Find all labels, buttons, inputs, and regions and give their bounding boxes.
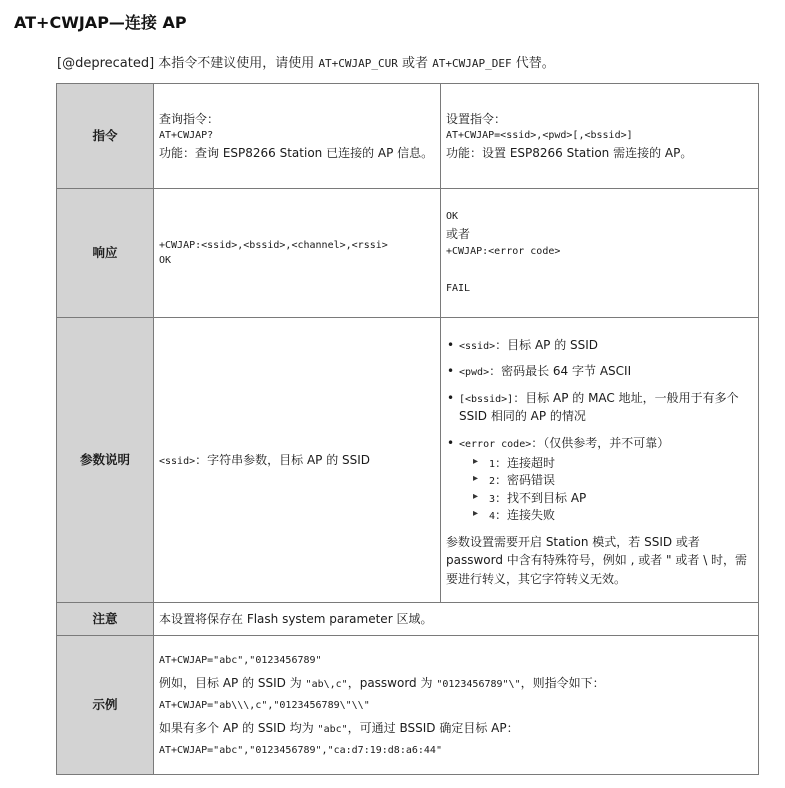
query-resp: +CWJAP:<ssid>,<bssid>,<channel>,<rssi> [159,239,388,251]
query-cmd: AT+CWJAP? [159,130,214,142]
row-params [57,318,759,603]
query-command-cell [154,84,441,189]
error-text: ：找不到目标 AP [495,490,587,505]
note-suffix: 代替。 [511,56,555,71]
param-text: ：目标 AP 的 MAC 地址，一般用于有多个 SSID 相同的 AP 的情况 [459,390,739,424]
header-example: 示例 [57,636,154,775]
error-list [473,455,753,525]
error-num: 4 [489,511,496,523]
set-ok: OK [446,211,459,223]
row-example [57,636,759,775]
query-param-code: <ssid> [159,455,196,467]
query-response-cell [154,189,441,318]
example-text: 如果有多个 AP 的 SSID 均为 [159,720,318,735]
example-text: ，password 为 [347,675,437,690]
error-num: 2 [489,476,496,488]
example-line-5: AT+CWJAP="abc","0123456789","ca:d7:19:d8:a6:44" [159,744,442,756]
set-command-cell [441,84,759,189]
param-code: <pwd> [459,367,490,379]
header-params: 参数说明 [57,318,154,603]
query-params-cell [154,318,441,603]
note-cmd-def: AT+CWJAP_DEF [432,57,512,70]
set-params-cell [441,318,759,603]
deprecation-note [57,52,555,71]
note-mid: 或者 [397,56,433,71]
param-list [446,336,753,525]
param-code: [<bssid>] [459,393,514,405]
set-cmd: AT+CWJAP=<ssid>,<pwd>[,<bssid>] [446,130,633,142]
page-title: AT+CWJAP—连接 AP [14,13,187,32]
row-caution [57,603,759,636]
error-item [473,507,753,525]
header-caution: 注意 [57,603,154,636]
example-code: "ab\,c" [305,678,348,690]
error-item [473,455,753,473]
example-line-4 [159,719,753,737]
error-text: ：密码错误 [495,473,556,488]
set-func: 功能：设置 ESP8266 Station 需连接的 AP。 [446,145,693,160]
error-item [473,490,753,508]
example-code: "abc" [317,723,348,735]
set-response-cell [441,189,759,318]
header-command: 指令 [57,84,154,189]
list-item [459,336,753,355]
caution-text: 本设置将保存在 Flash system parameter 区域。 [154,603,759,636]
example-text: ，可通过 BSSID 确定目标 AP： [347,720,519,735]
row-command [57,84,759,189]
query-ok: OK [159,255,172,266]
error-num: 3 [489,493,496,505]
params-extra-note: 参数设置需要开启 Station 模式，若 SSID 或者 password 中含有特殊符号，例如 , 或者 " 或者 \ 时，需要进行转义，其它字符转义无效。 [446,534,748,586]
param-text: ：（仅供参考，并不可靠） [531,436,670,450]
list-item [459,434,753,525]
example-line-1: AT+CWJAP="abc","0123456789" [159,654,322,666]
example-line-2 [159,674,753,692]
query-param-desc: ：字符串参数，目标 AP 的 SSID [195,452,371,467]
row-response [57,189,759,318]
param-code: <ssid> [459,340,496,352]
command-table [56,83,759,775]
example-line-3: AT+CWJAP="ab\\\,c","0123456789\"\\" [159,699,370,711]
example-cell [154,636,759,775]
error-text: ：连接失败 [495,508,556,523]
query-func: 功能：查询 ESP8266 Station 已连接的 AP 信息。 [159,145,434,160]
query-label: 查询指令： [159,111,220,126]
error-item [473,472,753,490]
set-fail: FAIL [446,283,471,295]
error-text: ：连接超时 [495,455,556,470]
param-text: ：目标 AP 的 SSID [495,337,599,352]
list-item [459,362,753,381]
param-code: <error code> [459,439,532,450]
header-response: 响应 [57,189,154,318]
param-text: ：密码最长 64 字节 ASCII [489,364,632,379]
note-cmd-cur: AT+CWJAP_CUR [318,57,398,70]
note-prefix: [@deprecated] 本指令不建议使用，请使用 [57,56,319,71]
example-code: "0123456789"\" [436,678,521,690]
error-num: 1 [489,458,496,470]
list-item [459,389,753,426]
set-label: 设置指令： [446,111,507,126]
set-or: 或者 [446,226,471,241]
set-err: +CWJAP:<error code> [446,245,561,257]
example-text: 例如，目标 AP 的 SSID 为 [159,675,306,690]
example-text: ，则指令如下： [520,675,605,690]
